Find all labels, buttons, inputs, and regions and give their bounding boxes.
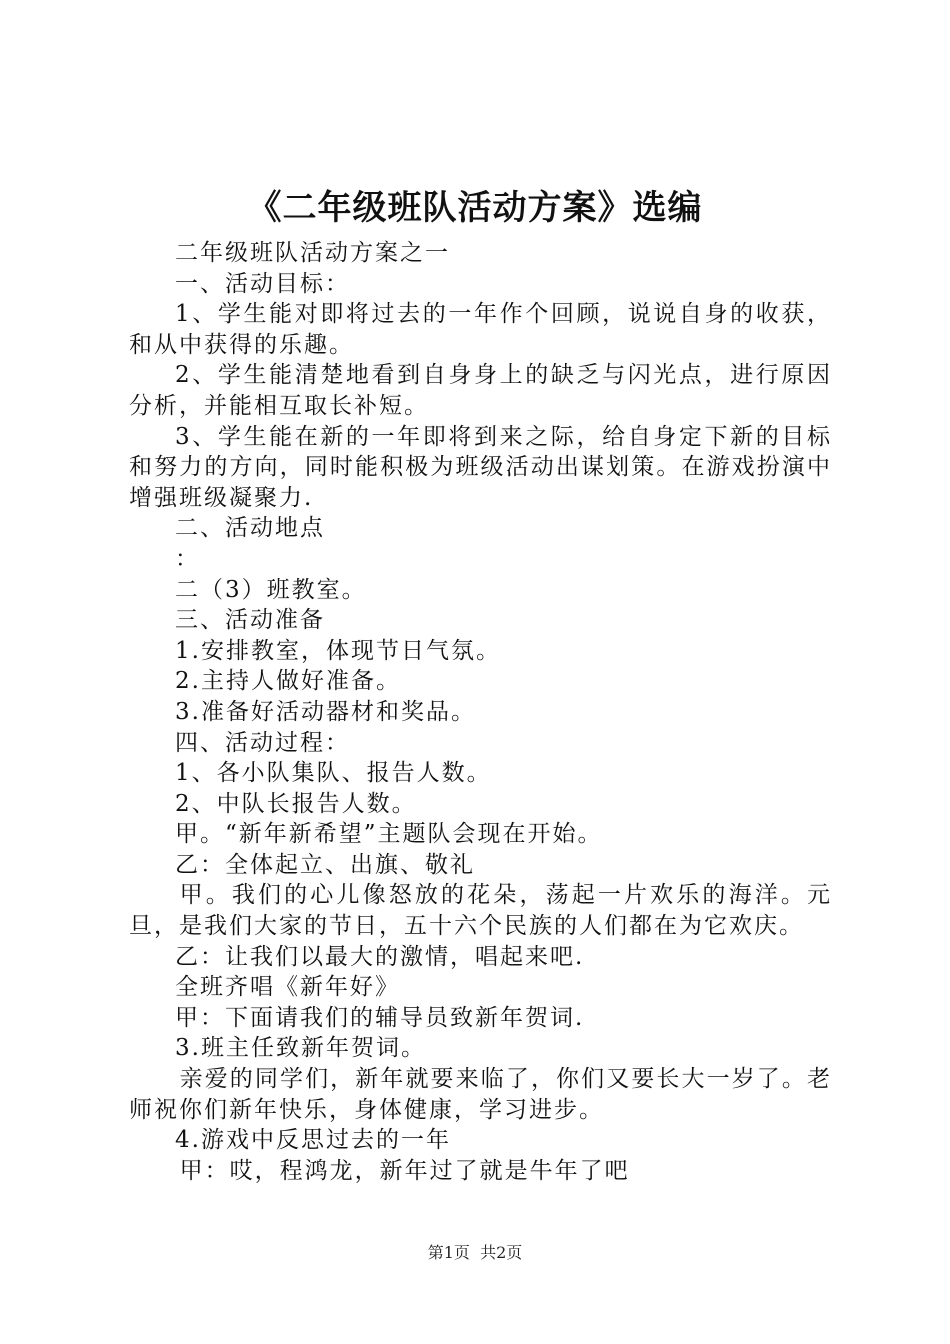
paragraph: ： [175, 545, 200, 572]
list-item: 3.班主任致新年贺词。 [175, 1035, 426, 1062]
section-heading: 四、活动过程： [175, 729, 350, 756]
list-item: 4.游戏中反思过去的一年 [175, 1127, 451, 1154]
paragraph: 1、学生能对即将过去的一年作个回顾，说说自身的收获，和从中获得的乐趣。 [129, 301, 832, 358]
list-item: 1、各小队集队、报告人数。 [175, 760, 492, 787]
dialogue-line: 甲：下面请我们的辅导员致新年贺词. [175, 1004, 585, 1031]
document-title: 《二年级班队活动方案》选编 [247, 188, 703, 228]
paragraph: 二（3）班教室。 [175, 576, 367, 603]
paragraph: 3、学生能在新的一年即将到来之际，给自身定下新的目标和努力的方向，同时能积极为班级活动出谋划策。在游戏扮演中增强班级凝聚力. [129, 423, 832, 511]
document-body [129, 238, 832, 1186]
section-heading: 一、活动目标： [175, 270, 350, 297]
paragraph: 全班齐唱《新年好》 [175, 974, 400, 1001]
paragraph: 2、学生能清楚地看到自身身上的缺乏与闪光点，进行原因分析，并能相互取长补短。 [129, 362, 832, 419]
section-heading: 三、活动准备 [175, 607, 325, 634]
list-item: 3.准备好活动器材和奖品。 [175, 698, 476, 725]
page-number: 第1页 [427, 1243, 470, 1262]
dialogue-line: 乙：让我们以最大的激情，唱起来吧. [175, 943, 585, 970]
page-footer [0, 1241, 950, 1265]
list-item: 2.主持人做好准备。 [175, 668, 401, 695]
section-heading: 二、活动地点 [175, 515, 325, 542]
paragraph: 二年级班队活动方案之一 [175, 240, 450, 266]
list-item: 1.安排教室，体现节日气氛。 [175, 637, 501, 664]
dialogue-line: 甲。我们的心儿像怒放的花朵，荡起一片欢乐的海洋。元旦，是我们大家的节日，五十六个民族的人们都在为它欢庆。 [129, 882, 832, 940]
dialogue-line: 乙：全体起立、出旗、敬礼 [175, 851, 475, 878]
paragraph: 亲爱的同学们，新年就要来临了，你们又要长大一岁了。老师祝你们新年快乐，身体健康，学习进步。 [129, 1066, 832, 1123]
page-total: 共2页 [480, 1243, 523, 1262]
dialogue-line: 甲。“新年新希望”主题队会现在开始。 [175, 821, 603, 848]
dialogue-line: 甲：哎，程鸿龙，新年过了就是牛年了吧 [179, 1157, 630, 1184]
list-item: 2、中队长报告人数。 [175, 790, 417, 817]
